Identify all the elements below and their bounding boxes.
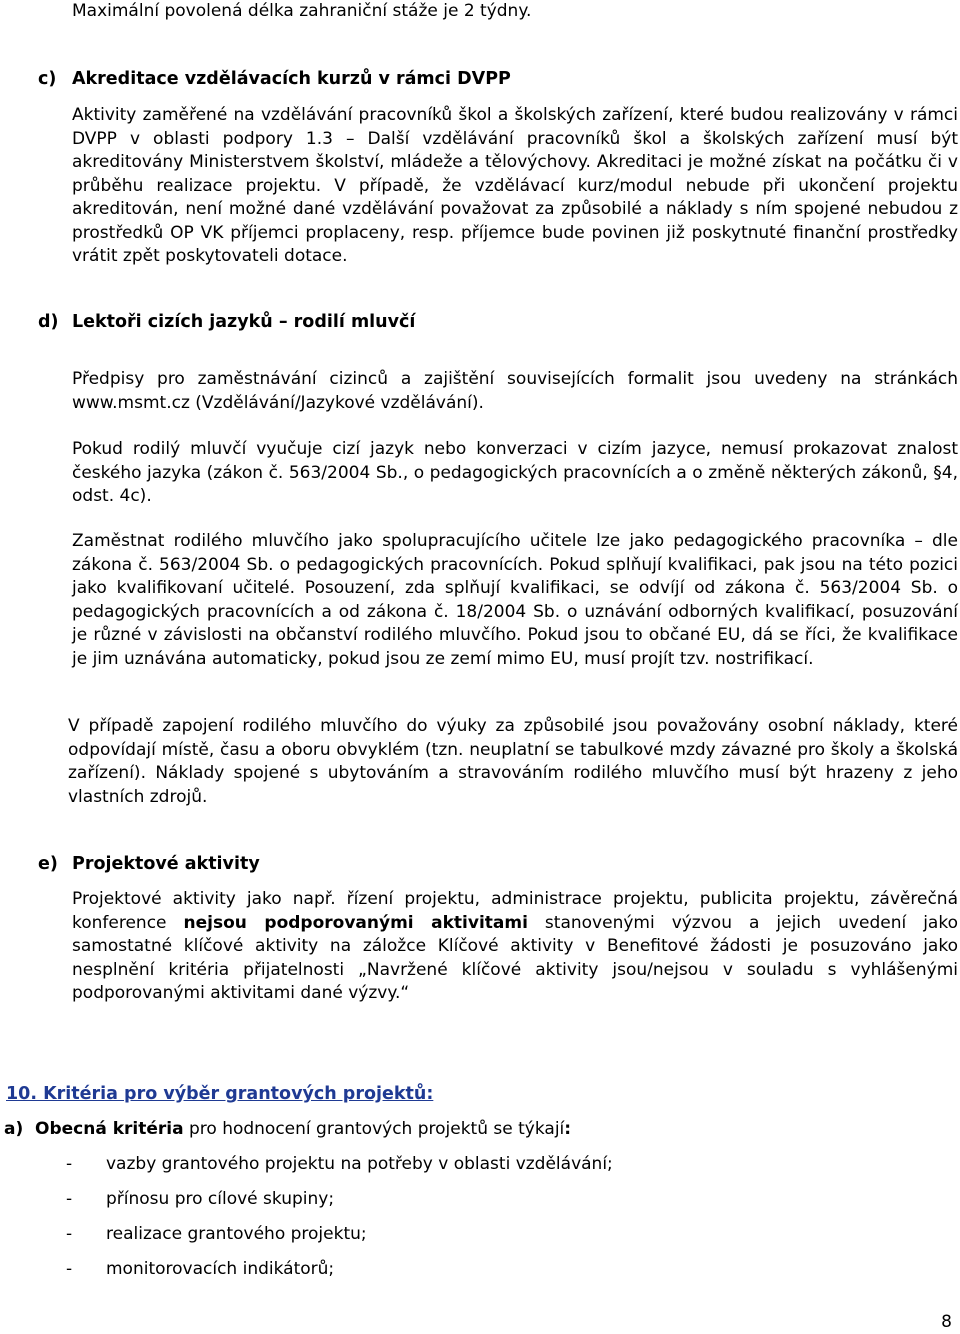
section-e-paragraph [72,888,958,1006]
intro-line: Maximální povolená délka zahraniční stáže je 2 týdny. [72,1,532,21]
section-e-label: e) [38,854,58,874]
list-item: realizace grantového projektu; [106,1224,367,1244]
section-e-title: Projektové aktivity [72,854,260,874]
section-10-heading: 10. Kritéria pro výběr grantových projektů: [6,1084,434,1104]
section-e-text-a: Projektové aktivity jako např. řízení projektu, administrace projektu, publicita projektu, závěrečná konference [72,889,958,933]
section-e-text-bold: nejsou podporovanými aktivitami [183,912,528,933]
section-10a-line [4,1119,571,1139]
list-dash: - [66,1154,73,1174]
section-c-paragraph: Aktivity zaměřené na vzdělávání pracovníků škol a školských zařízení, které budou realizovány v rámci DVPP v oblasti podpory 1.3 – Další vzdělávání pracovníků škol a školských zařízení musí být akreditovány Ministerstvem školství, mládeže a tělovýchovy. Akreditaci je možné získat na počátku či v průběhu realizace projektu. V případě, že vzdělávací kurz/modul nebude při ukončení projektu akreditován, není možné dané vzdělávání považovat za způsobilé a náklady s ním spojené nebudou z prostředků OP VK příjemci proplaceny, resp. příjemce bude povinen již poskytnuté finanční prostředky vrátit zpět poskytovateli dotace. [72,105,958,266]
section-d-paragraph-4: V případě zapojení rodilého mluvčího do výuky za způsobilé jsou považovány osobní náklady, které odpovídají místě, času a oboru obvyklém (tzn. neuplatní se tabulkové mzdy závazné pro školy a školská zařízení). Náklady spojené s ubytováním a stravováním rodilého mluvčího musí být hrazeny z jeho vlastních zdrojů. [68,716,958,807]
section-10a-bold: Obecná kritéria [35,1119,184,1139]
section-e-heading [38,854,260,874]
list-item: vazby grantového projektu na potřeby v oblasti vzdělávání; [106,1154,613,1174]
section-d-paragraph-3: Zaměstnat rodilého mluvčího jako spolupracujícího učitele lze jako pedagogického pracovníka – dle zákona č. 563/2004 Sb. o pedagogických pracovnících. Pokud splňují kvalifikaci, pak jsou na této pozici jako kvalifikovaní učitelé. Posouzení, zda splňují kvalifikaci, se odvíjí od zákona č. 563/2004 Sb. o pedagogických pracovnících a od zákona č. 18/2004 Sb. o uznávání odborných kvalifikací, posuzování je různé v závislosti na občanství rodilého mluvčího. Pokud jsou to občané EU, dá se říci, že kvalifikace je jim uznávána automaticky, pokud jsou ze zemí mimo EU, musí projít tzv. nostrifikací. [72,531,958,669]
section-c-label: c) [38,69,57,89]
section-10a-colon: : [564,1119,572,1139]
section-d-paragraph-1: Předpisy pro zaměstnávání cizinců a zajištění souvisejících formalit jsou uvedeny na stránkách www.msmt.cz (Vzdělávání/Jazykové vzdělávání). [72,369,958,413]
section-d-heading [38,312,415,332]
section-d-title: Lektoři cizích jazyků – rodilí mluvčí [72,312,416,332]
section-c-heading [38,69,511,89]
list-dash: - [66,1189,73,1209]
section-10a-label: a) [4,1119,24,1139]
list-dash: - [66,1224,73,1244]
section-10a-text: pro hodnocení grantových projektů se týkají [183,1119,565,1139]
page-number: 8 [941,1312,952,1332]
section-d-label: d) [38,312,59,332]
section-c-title: Akreditace vzdělávacích kurzů v rámci DVPP [72,69,511,89]
list-item: monitorovacích indikátorů; [106,1259,335,1279]
section-e-text-b: stanovenými výzvou a jejich uvedení jako samostatné klíčové aktivity na záložce Klíčové aktivity v Benefitové žádosti je posuzováno jako nesplnění kritéria přijatelnosti „Navržené klíčové aktivity jsou/nejsou v souladu s vyhlášenými podporovanými aktivitami dané výzvy.“ [72,912,958,1003]
list-item: přínosu pro cílové skupiny; [106,1189,335,1209]
list-dash: - [66,1259,73,1279]
section-d-paragraph-2: Pokud rodilý mluvčí vyučuje cizí jazyk nebo konverzaci v cizím jazyce, nemusí prokazovat znalost českého jazyka (zákon č. 563/2004 Sb., o pedagogických pracovnících a o změně některých zákonů, §4, odst. 4c). [72,439,958,506]
